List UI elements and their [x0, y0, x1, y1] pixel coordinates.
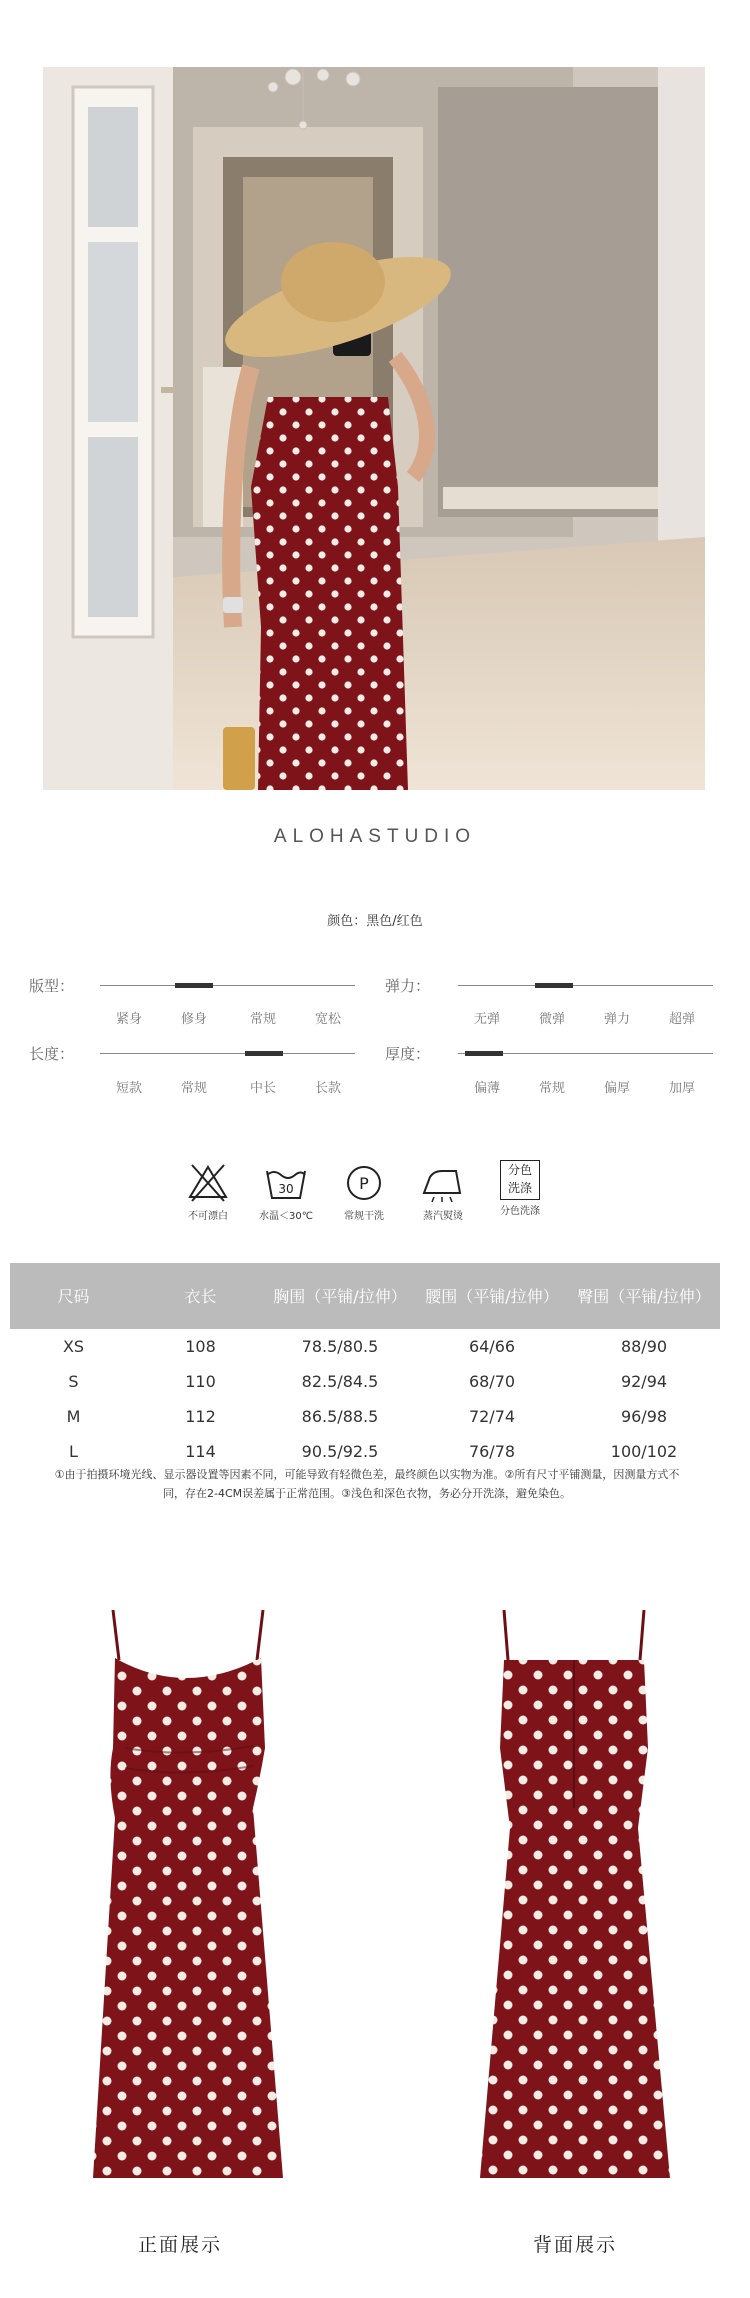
fit-tick: 修身 [180, 1012, 207, 1027]
thickness-label: 厚度： [385, 1045, 431, 1063]
table-row [10, 1364, 720, 1399]
care-label: 蒸汽熨烫 [423, 1211, 463, 1222]
table-cell: 76/78 [468, 1442, 516, 1461]
care-label: 水温＜30℃ [259, 1211, 313, 1222]
wash-30-icon [264, 1163, 308, 1203]
table-row [10, 1434, 720, 1469]
table-cell: 96/98 [620, 1407, 668, 1426]
table-cell: 64/66 [468, 1337, 516, 1356]
elasticity-tick: 弹力 [603, 1012, 630, 1027]
elasticity-tick: 微弹 [538, 1012, 565, 1027]
table-cell: 108 [185, 1337, 216, 1356]
thickness-tick: 常规 [538, 1081, 565, 1096]
size-table-header [10, 1263, 720, 1329]
color-options: 颜色：黑色/红色 [327, 914, 423, 929]
wash-separately-badge-line: 分色 [507, 1163, 532, 1177]
column-header: 胸围（平铺/拉伸） [264, 1263, 416, 1329]
table-cell: L [69, 1442, 78, 1461]
thickness-marker [465, 1051, 503, 1056]
steam-iron-icon [420, 1163, 466, 1203]
care-item-wash-separately [480, 1160, 560, 1217]
dry-clean-badge: P [359, 1174, 369, 1193]
table-row [10, 1399, 720, 1434]
thickness-tick: 偏薄 [473, 1081, 500, 1096]
care-label: 分色洗涤 [500, 1206, 540, 1217]
note-line: 同，存在2-4CM误差属于正常范围。③浅色和深色衣物，务必分开洗涤，避免染色。 [163, 1487, 571, 1500]
length-scale [100, 1053, 355, 1054]
brand-name: ALOHASTUDIO [273, 826, 477, 847]
thickness-tick: 偏厚 [603, 1081, 630, 1096]
care-label: 常规干洗 [344, 1211, 384, 1222]
table-cell: 110 [185, 1372, 216, 1391]
back-view-caption: 背面展示 [532, 2234, 617, 2256]
column-header: 衣长 [137, 1263, 264, 1329]
fit-scale [100, 985, 355, 986]
elasticity-tick: 超弹 [668, 1012, 695, 1027]
dry-clean-icon [342, 1163, 386, 1203]
care-item-wash-30 [246, 1163, 326, 1222]
no-bleach-icon [186, 1163, 230, 1203]
care-label: 不可漂白 [188, 1211, 228, 1222]
table-cell: 88/90 [620, 1337, 668, 1356]
fit-tick: 常规 [249, 1012, 276, 1027]
length-marker [245, 1051, 283, 1056]
table-cell: 86.5/88.5 [301, 1407, 379, 1426]
column-header: 臀围（平铺/拉伸） [568, 1263, 720, 1329]
length-tick: 短款 [115, 1081, 142, 1096]
table-cell: 112 [185, 1407, 216, 1426]
hero-photo [43, 67, 705, 790]
table-cell: 68/70 [468, 1372, 516, 1391]
size-note [22, 1465, 712, 1503]
fit-label: 版型： [29, 977, 75, 995]
table-cell: XS [62, 1337, 85, 1356]
thickness-tick: 加厚 [668, 1081, 695, 1096]
elasticity-label: 弹力： [385, 977, 431, 995]
elasticity-scale [458, 985, 713, 986]
table-cell: M [66, 1407, 81, 1426]
front-view-caption: 正面展示 [137, 2234, 222, 2256]
wash-temp-badge: 30 [278, 1182, 294, 1196]
length-tick: 中长 [249, 1081, 276, 1096]
length-label: 长度： [29, 1045, 75, 1063]
wash-separately-icon [500, 1160, 540, 1200]
dress-back-image [470, 1608, 680, 2188]
note-line: ①由于拍摄环境光线、显示器设置等因素不同，可能导致有轻微色差，最终颜色以实物为准。②所有尺寸平铺测量，因测量方式不 [54, 1468, 680, 1481]
column-header: 腰围（平铺/拉伸） [416, 1263, 568, 1329]
care-item-steam-iron [403, 1163, 483, 1222]
table-cell: 92/94 [620, 1372, 668, 1391]
wash-separately-badge-line: 洗涤 [507, 1181, 532, 1195]
table-cell: 90.5/92.5 [301, 1442, 379, 1461]
table-cell: 114 [185, 1442, 216, 1461]
fit-tick: 紧身 [115, 1012, 142, 1027]
table-cell: S [68, 1372, 79, 1391]
table-cell: 72/74 [468, 1407, 516, 1426]
table-cell: 100/102 [610, 1442, 678, 1461]
care-item-dry-clean [324, 1163, 404, 1222]
table-row [10, 1329, 720, 1364]
fit-tick: 宽松 [314, 1012, 341, 1027]
table-cell: 82.5/84.5 [301, 1372, 379, 1391]
fit-marker [175, 983, 213, 988]
column-header: 尺码 [10, 1263, 137, 1329]
dress-front-image [85, 1608, 295, 2188]
elasticity-marker [535, 983, 573, 988]
care-item-no-bleach [168, 1163, 248, 1222]
length-tick: 常规 [180, 1081, 207, 1096]
size-table [10, 1263, 720, 1469]
length-tick: 长款 [314, 1081, 341, 1096]
elasticity-tick: 无弹 [473, 1012, 500, 1027]
table-cell: 78.5/80.5 [301, 1337, 379, 1356]
